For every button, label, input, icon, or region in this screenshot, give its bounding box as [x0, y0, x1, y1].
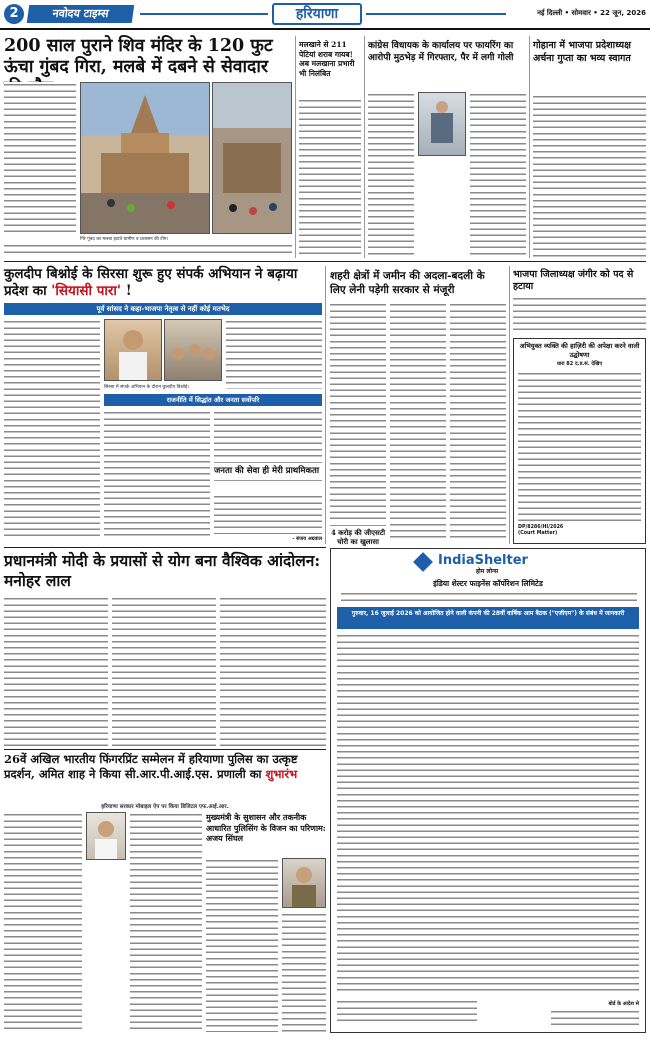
police-photo-2 — [282, 858, 326, 908]
col-divider-3 — [529, 36, 530, 258]
ad-banner: गुरुवार, 16 जुलाई 2026 को आयोजित होने वाली कंपनी की 28वीं वार्षिक आम बैठक ("एजीएम") के संबंध में जानकारी — [337, 607, 639, 629]
ad-company: इंडिया शेल्टर फाइनेंस कॉर्पोरेशन लिमिटेड — [433, 579, 543, 588]
temple-photo-secondary — [212, 82, 292, 234]
firing-photo — [418, 92, 466, 156]
land-body-3 — [450, 302, 506, 542]
bishnoi-headline-accent: 'सियासी पारा' — [51, 283, 122, 299]
ad-logo-text: IndiaShelter — [438, 553, 528, 568]
temple-body-2 — [4, 243, 292, 257]
temple-headline: 200 साल पुराने शिव मंदिर के 120 फुट ऊंचा गुंबद गिरा, मलबे में दबने से सेवादार — [4, 36, 273, 77]
police-headline-accent: शुभारंभ — [265, 767, 298, 781]
notice-title: अभियुक्त व्यक्ति की हाज़िरी की अपेक्षा करने वाली उद्घोषणा — [519, 342, 640, 359]
ad-footer-left — [337, 999, 477, 1023]
brand-logo: नवोदय टाइम्स — [27, 5, 135, 23]
firing-headline: कांग्रेस विधायक के कार्यालय पर फायरिंग का आरोपी मुठभेड़ में गिरफ्तार, पैर में लगी गोली — [368, 41, 514, 63]
bishnoi-headline-text: कुलदीप बिश्नोई के सिरसा शुरू हुए संपर्क अभियान ने बढ़ाया प्रदेश का — [4, 266, 298, 299]
farmer-headline: भाजपा जिलाध्यक्ष जंगीर को पद से हटाया — [513, 269, 634, 292]
row-rule-1 — [4, 261, 646, 262]
farmer-body — [513, 296, 646, 334]
bishnoi-photo-crowd — [164, 319, 222, 381]
temple-photo — [80, 82, 210, 234]
land-body-2 — [390, 302, 446, 542]
section-rule-right — [366, 13, 506, 15]
police-photo — [86, 812, 126, 860]
temple-caption: गिरे गुंबद का मलबा हटाते ग्रामीण व प्रशासन की टीम। — [80, 237, 169, 242]
row-rule-3 — [4, 749, 326, 750]
liquor-body — [299, 98, 361, 258]
col-divider-4 — [325, 266, 326, 544]
yoga-body-2 — [112, 596, 216, 746]
yoga-body-3 — [220, 596, 326, 746]
masthead-bar — [0, 0, 650, 30]
section-label: हरियाणा — [272, 3, 362, 25]
temple-body — [4, 82, 76, 232]
gohana-headline: गोहाना में भाजपा प्रदेशाध्यक्ष अर्चना गुप्ता का भव्य स्वागत — [533, 40, 631, 64]
bishnoi-subhead: पूर्व सांसद ने कहा-भाजपा नेतृत्व से नहीं कोई मतभेद — [4, 303, 322, 315]
cheat-headline: 4 करोड़ की जीएसटी चोरी का खुलासा — [330, 525, 386, 546]
police-body-3 — [206, 858, 278, 1032]
ad-signature: बोर्ड के आदेश से — [608, 1001, 639, 1007]
notice-body — [518, 371, 641, 521]
gohana-body — [533, 94, 646, 258]
police-body — [4, 812, 82, 1032]
police-body-2 — [130, 812, 202, 1032]
bishnoi-photo — [104, 319, 162, 381]
bishnoi-box-title: राजनीति में सिद्धांत और जनता सर्वोपरि — [104, 394, 322, 406]
col-divider-1 — [295, 36, 296, 258]
ad-box — [330, 548, 646, 1033]
notice-box — [513, 338, 646, 544]
col-divider-2 — [364, 36, 365, 258]
bishnoi-byline: - संजय अग्रवाल — [292, 536, 322, 542]
police-headline-text: 26वें अखिल भारतीय फिंगरप्रिंट सम्मेलन में हरियाणा पुलिस का उत्कृष्ट प्रदर्शन, अमित शाह ने किया सी.आर.पी.आई.एस. प्रणाली का — [4, 752, 298, 781]
page-number: 2 — [4, 4, 24, 24]
ad-address — [341, 591, 637, 603]
dateline: नई दिल्ली • सोमवार • 22 जून, 2026 — [537, 9, 646, 17]
ad-logo — [416, 553, 566, 577]
bishnoi-box-body — [104, 410, 210, 540]
land-body — [330, 302, 386, 522]
col-divider-5 — [509, 266, 510, 544]
ad-body — [337, 633, 639, 993]
bishnoi-headline-end: ! — [121, 283, 132, 299]
firing-body — [368, 92, 414, 258]
police-subhead: हरियाणा सरकार मोबाइल ऐप पर किया डिजिटल एफ.आई.आर. — [101, 804, 229, 810]
yoga-headline: प्रधानमंत्री मोदी के प्रयासों से योग बना वैश्विक आंदोलन: मनोहर लाल — [4, 551, 321, 590]
notice-subtitle: धारा 82 द.प्र.सं. देखिए — [556, 361, 603, 367]
bishnoi-body-2 — [226, 319, 322, 389]
police-body-4 — [282, 912, 326, 1032]
firing-body-2 — [470, 92, 526, 258]
yoga-body — [4, 596, 108, 746]
police-quote: मुख्यमंत्री के सुशासन और तकनीक आधारित पुलिसिंग के विजन का परिणाम: अजय सिंघल — [206, 812, 326, 843]
bishnoi-body — [4, 319, 100, 539]
bishnoi-box-quote: जनता की सेवा ही मेरी प्राथमिकता — [214, 462, 322, 481]
ad-footer-right — [551, 1009, 639, 1027]
row-rule-2 — [4, 547, 326, 548]
bishnoi-caption: सिरसा में संपर्क अभियान के दौरान कुलदीप बिश्नोई। — [104, 385, 189, 390]
section-rule-left — [140, 13, 268, 15]
bishnoi-box-body-2 — [214, 410, 322, 460]
ad-logo-mark — [413, 552, 433, 572]
bishnoi-box-body-3 — [214, 494, 322, 534]
liquor-headline: मलखाने से 211 पेटियां शराब गायब! अब मलखाना प्रभारी भी निलंबित — [299, 40, 355, 78]
land-headline: शहरी क्षेत्रों में जमीन की अदला-बदली के लिए लेनी पड़ेगी सरकार से मंजूरी — [330, 270, 485, 296]
bishnoi-headline — [4, 266, 322, 300]
ad-logo-sub: होम लोन्स — [476, 568, 499, 575]
notice-tag: DP/8286/HI/2026 (Court Matter) — [518, 525, 564, 536]
police-headline — [4, 752, 326, 782]
